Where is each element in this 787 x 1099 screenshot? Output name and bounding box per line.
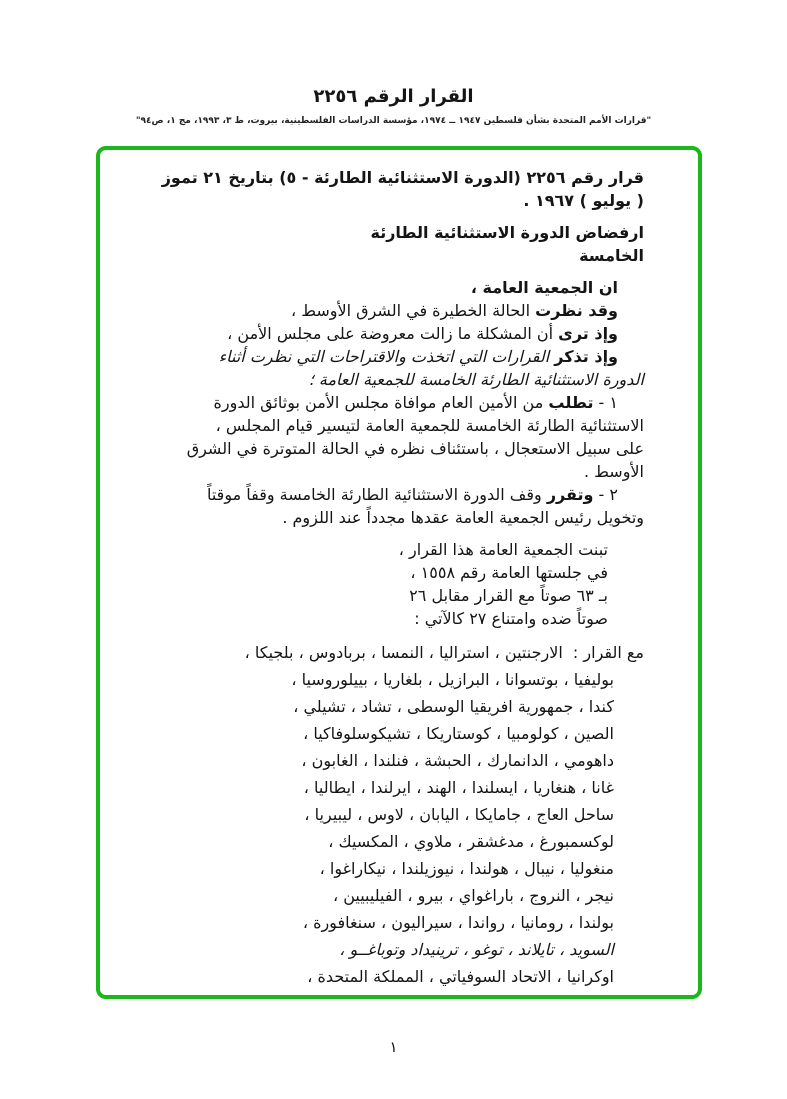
text-line: السويد ، تايلاند ، توغو ، ترينيداد وتوباغــو ،: [339, 940, 614, 959]
text-line: قرار رقم ٢٢٥٦ (الدورة الاستثنائية الطارئة - ٥) بتاريخ ٢١ تموز: [161, 168, 644, 187]
source-citation: "قرارات الأمم المتحدة بشأن فلسطين ١٩٤٧ ــ ١٩٧٤، مؤسسة الدراسات الفلسطينية، بيروت، ط ٣، ١٩٩٣، مج ١، ص٩٤": [135, 116, 652, 126]
text-line: وإذ ترى أن المشكلة ما زالت معروضة على مجلس الأمن ،: [227, 324, 618, 343]
document-header: [0, 0, 787, 126]
page-title: القرار الرقم ٢٢٥٦: [313, 86, 474, 107]
text-line: الدورة الاستثنائية الطارئة الخامسة للجمعية العامة ؛: [308, 370, 644, 389]
text-line: نيجر ، النروج ، باراغواي ، بيرو ، الفيليبيين ،: [332, 886, 614, 905]
text-line: الاستثنائية الطارئة الخامسة للجمعية العامة لتيسير قيام المجلس ،: [215, 416, 644, 435]
text-line: ساحل العاج ، جامايكا ، اليابان ، لاوس ، ليبيريا ،: [304, 805, 614, 824]
text-line: صوتاً ضده وامتناع ٢٧ كالآتي :: [414, 609, 608, 628]
text-line: كندا ، جمهورية افريقيا الوسطى ، تشاد ، تشيلي ،: [293, 697, 614, 716]
resolution-text: [158, 166, 644, 990]
text-line: مع القرار : الارجنتين ، استراليا ، النمسا ، بربادوس ، بلجيكا ،: [244, 643, 644, 662]
text-line: وقد نظرت الحالة الخطيرة في الشرق الأوسط ،: [290, 301, 618, 320]
text-line: الأوسط .: [583, 462, 644, 481]
text-line: ان الجمعية العامة ،: [470, 278, 618, 297]
text-line: بوليفيا ، بوتسوانا ، البرازيل ، بلغاريا ، بييلوروسيا ،: [291, 670, 614, 689]
resolution-box: [96, 146, 702, 999]
text-line: بـ ٦٣ صوتاً مع القرار مقابل ٢٦: [409, 586, 608, 605]
text-line: على سبيل الاستعجال ، باستئناف نظره في الحالة المتوترة في الشرق: [186, 439, 644, 458]
text-line: اوكرانيا ، الاتحاد السوفياتي ، المملكة المتحدة ،: [307, 967, 614, 986]
text-line: داهومي ، الدانمارك ، الحبشة ، فنلندا ، الغابون ،: [301, 751, 614, 770]
text-line: الخامسة: [579, 246, 644, 265]
page-number: ١: [389, 1038, 398, 1056]
text-line: وتخويل رئيس الجمعية العامة عقدها مجدداً عند اللزوم .: [282, 508, 644, 527]
text-line: الصين ، كولومبيا ، كوستاريكا ، تشيكوسلوفاكيا ،: [303, 724, 614, 743]
text-line: تبنت الجمعية العامة هذا القرار ،: [398, 540, 608, 559]
text-line: في جلستها العامة رقم ١٥٥٨ ،: [410, 563, 608, 582]
text-line: ( يوليو ) ١٩٦٧ .: [523, 191, 644, 210]
text-line: ارفضاض الدورة الاستثنائية الطارئة: [370, 223, 644, 242]
text-line: ٢ - وتقرر وقف الدورة الاستثنائية الطارئة الخامسة وقفاً موقتاً: [206, 485, 618, 504]
text-line: بولندا ، رومانيا ، رواندا ، سيراليون ، سنغافورة ،: [302, 913, 614, 932]
text-line: غانا ، هنغاريا ، ايسلندا ، الهند ، ايرلندا ، ايطاليا ،: [303, 778, 614, 797]
text-line: منغوليا ، نيبال ، هولندا ، نيوزيلندا ، نيكاراغوا ،: [319, 859, 614, 878]
text-line: لوكسمبورغ ، مدغشقر ، ملاوي ، المكسيك ،: [328, 832, 614, 851]
text-line: وإذ تذكر القرارات التي اتخذت والاقتراحات التي نظرت أثناء: [218, 347, 618, 366]
text-line: ١ - تطلب من الأمين العام موافاة مجلس الأمن بوثائق الدورة: [213, 393, 618, 412]
